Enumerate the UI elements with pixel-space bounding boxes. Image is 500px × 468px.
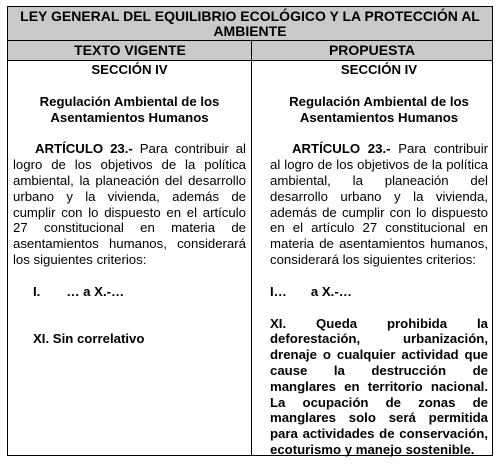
section-heading: SECCIÓN IV	[91, 62, 168, 77]
header-current-text: TEXTO VIGENTE	[8, 41, 252, 61]
range-label: I.	[33, 283, 41, 299]
section-subtitle-line-2: Asentamientos Humanos	[299, 109, 459, 125]
range-item	[13, 284, 246, 300]
article-text: Para contribuir al logro de los objetivos de la política ambiental, la planeación del desarrollo urbano y la vivienda, además de cumplir con lo dispuesto en el artículo 27 constitucional en materia de asentamientos humanos, considerará los siguientes criterios:	[270, 141, 489, 267]
article-text: Para contribuir al logro de los objetivos de la política ambiental, la planeación del desarrollo urbano y la vivienda, además de cumplir con lo dispuesto en el artículo 27 constitucional en materia de asentamientos humanos, considerará los siguientes criterios:	[13, 141, 246, 267]
proposal-column	[270, 62, 488, 458]
current-text-column	[13, 62, 246, 346]
item-xi: XI. Queda prohibida la deforestación, urbanización, drenaje o cualquier actividad que cause la destrucción de manglares en territorio nacional. La ocupación de zonas de manglares solo será permitida para actividades de conservación, ecoturismo y manejo sostenible.	[270, 315, 488, 457]
section-subtitle-line-2: Asentamientos Humanos	[50, 109, 209, 125]
section-heading: SECCIÓN IV	[340, 62, 418, 77]
article-label: ARTÍCULO 23.-	[35, 141, 133, 157]
range-item	[270, 284, 488, 300]
article-paragraph	[13, 141, 246, 267]
section-subtitle-line-1: Regulación Ambiental de los	[289, 93, 469, 109]
comparison-table	[7, 6, 493, 456]
article-label: ARTÍCULO 23.-	[292, 141, 391, 157]
range-text: … a X.-…	[66, 283, 125, 299]
column-divider	[251, 41, 252, 455]
range-text: a X.-…	[310, 283, 352, 299]
article-paragraph	[270, 141, 488, 267]
item-xi: XI. Sin correlativo	[33, 330, 145, 346]
header-proposal: PROPUESTA	[252, 41, 492, 61]
range-label: I…	[270, 283, 287, 299]
table-title: LEY GENERAL DEL EQUILIBRIO ECOLÓGICO Y LA PROTECCIÓN AL AMBIENTE	[8, 7, 492, 41]
section-subtitle-line-1: Regulación Ambiental de los	[39, 93, 220, 109]
